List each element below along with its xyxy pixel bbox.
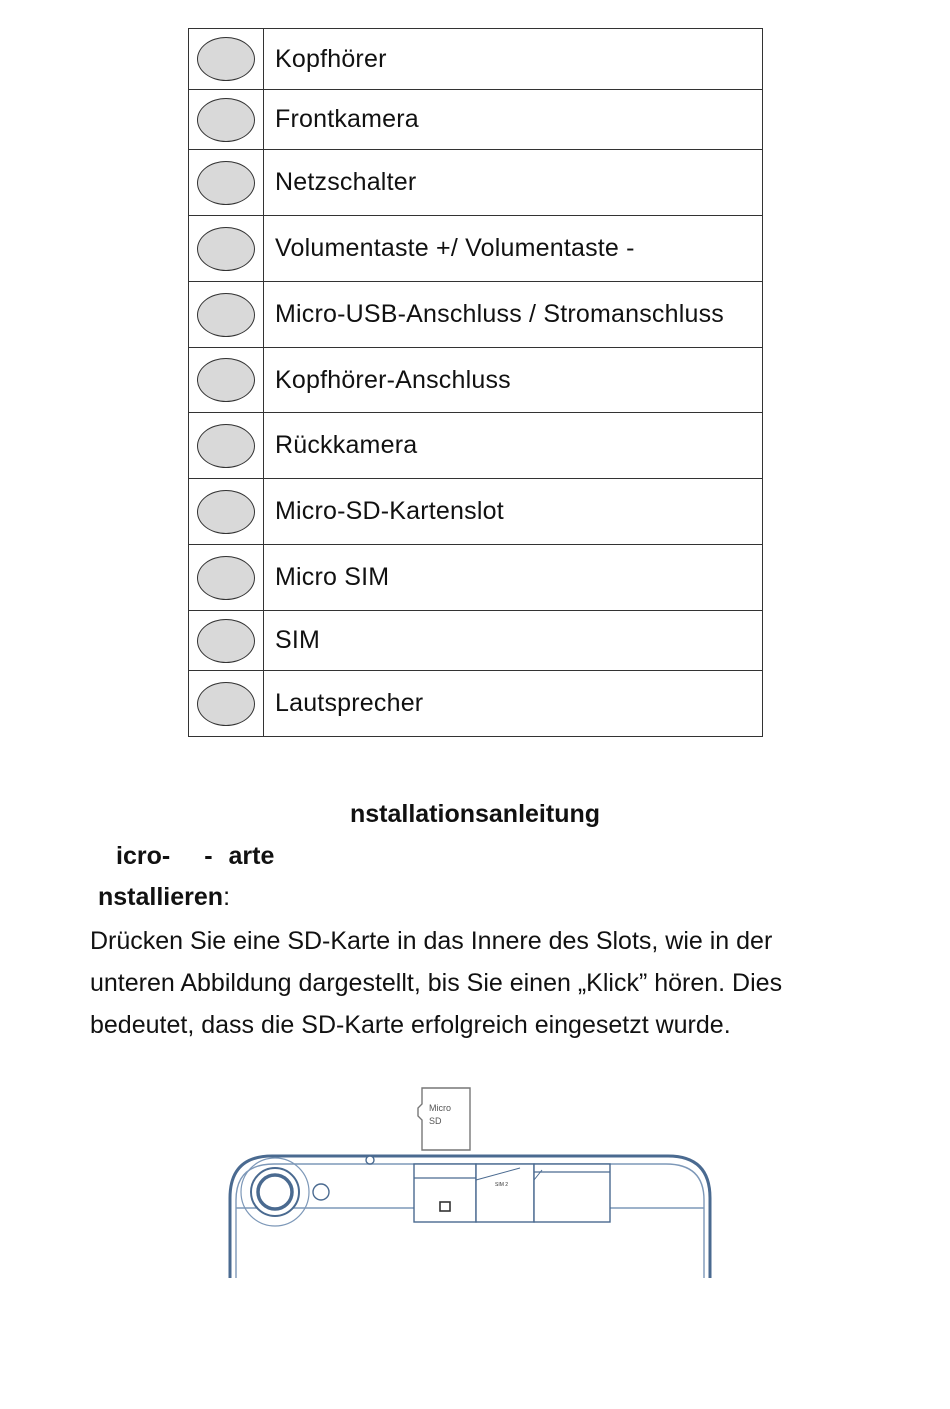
instruction-paragraph [90, 920, 870, 1046]
install-label [98, 883, 230, 912]
number-circle [197, 37, 255, 81]
table-row [189, 671, 763, 737]
table-row [189, 348, 763, 413]
number-circle [197, 293, 255, 337]
section-heading: nstallationsanleitung [349, 800, 601, 828]
table-row [189, 216, 763, 282]
subsection-title-part: icro- [116, 842, 171, 870]
component-label: Micro-USB-Anschluss / Stromanschluss [264, 282, 763, 348]
number-circle [197, 358, 255, 402]
component-label: SIM [264, 611, 763, 671]
component-label: Kopfhörer-Anschluss [264, 348, 763, 413]
install-label-text: nstallieren [98, 883, 224, 911]
card-slot-tray [414, 1164, 610, 1222]
card-text: Micro [429, 1103, 451, 1113]
table-row [189, 150, 763, 216]
table-row [189, 29, 763, 90]
paragraph-line: bedeutet, dass die SD-Karte erfolgreich eingesetzt wurde. [90, 1011, 731, 1039]
table-row [189, 413, 763, 479]
component-legend-table [188, 28, 763, 737]
number-circle [197, 227, 255, 271]
number-circle [197, 161, 255, 205]
number-circle [197, 556, 255, 600]
card-text: SD [429, 1116, 442, 1126]
number-circle [197, 619, 255, 663]
component-label: Netzschalter [264, 150, 763, 216]
number-circle [197, 490, 255, 534]
install-label-colon: : [223, 883, 231, 911]
number-circle [197, 682, 255, 726]
number-circle [197, 424, 255, 468]
table-row [189, 611, 763, 671]
component-label: Lautsprecher [264, 671, 763, 737]
component-label: Micro SIM [264, 545, 763, 611]
table-row [189, 282, 763, 348]
subsection-title-part: arte [228, 842, 275, 870]
subsection-title [116, 842, 274, 871]
number-circle [197, 98, 255, 142]
table-row [189, 479, 763, 545]
slot-label: SIM 2 [495, 1182, 509, 1188]
paragraph-line: Drücken Sie eine SD-Karte in das Innere des Slots, wie in der [90, 927, 773, 955]
component-label: Volumentaste +/ Volumentaste - [264, 216, 763, 282]
component-label: Kopfhörer [264, 29, 763, 90]
component-label: Rückkamera [264, 413, 763, 479]
paragraph-line: unteren Abbildung dargestellt, bis Sie einen „Klick” hören. Dies [90, 969, 783, 997]
device-top-illustration [220, 1080, 720, 1280]
component-label: Frontkamera [264, 90, 763, 150]
table-row [189, 90, 763, 150]
subsection-title-part: - [204, 842, 213, 870]
component-label: Micro-SD-Kartenslot [264, 479, 763, 545]
table-row [189, 545, 763, 611]
micro-sd-card [418, 1088, 470, 1150]
